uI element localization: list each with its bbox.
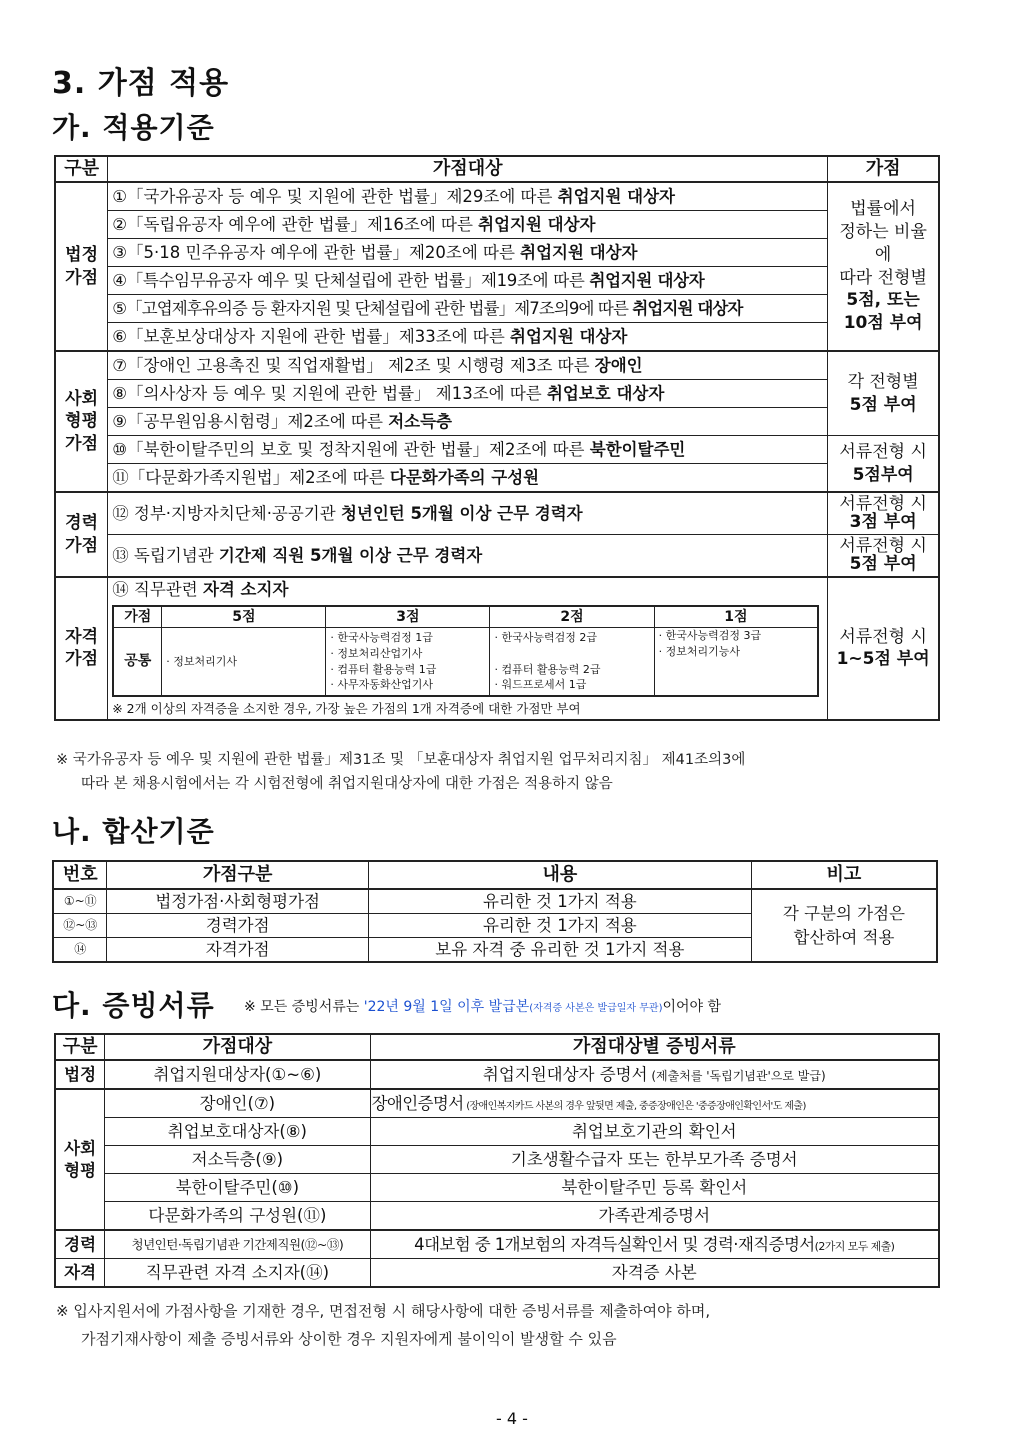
doc-target: 직무관련 자격 소지자(⑭) xyxy=(105,1259,370,1288)
doc-required: 기초생활수급자 또는 한부모가족 증명서 xyxy=(370,1146,939,1174)
points-career-a: 서류전형 시 3점 부여 xyxy=(828,492,939,535)
sub-header: 2점 xyxy=(490,606,654,628)
remark-cell: 각 구분의 가점은 합산하여 적용 xyxy=(751,889,937,962)
doc-required: 4대보험 중 1개보험의 자격득실확인서 및 경력·재직증명서(2가지 모두 제출) xyxy=(370,1230,939,1259)
documents-table xyxy=(54,1033,940,1288)
row-no: ⑭ xyxy=(53,938,107,963)
sub-cell-5: · 정보처리기사 xyxy=(162,628,326,696)
doc-required: 취업보호기관의 확인서 xyxy=(370,1118,939,1146)
criteria-item: ④「특수임무유공자 예우 및 단체설립에 관한 법률」제19조에 따른 취업지원 대상자 xyxy=(108,267,828,295)
sub-row-label: 공통 xyxy=(113,628,162,696)
row-no: ①~⑪ xyxy=(53,889,107,914)
criteria-item: ⑤「고엽제후유의증 등 환자지원 및 단체설립에 관한 법률」제7조의9에 따른 취업지원 대상자 xyxy=(108,295,828,323)
note-a xyxy=(56,748,745,796)
criteria-table xyxy=(54,155,940,721)
points-license: 서류전형 시 1~5점 부여 xyxy=(828,577,939,720)
note-c-line2: 가점기재사항이 제출 증빙서류와 상이한 경우 지원자에게 불이익이 발생할 수 있음 xyxy=(81,1330,617,1348)
license-sub-table xyxy=(112,605,819,697)
section-title: 3. 가점 적용 xyxy=(52,66,230,101)
criteria-item: ⑬ 독립기념관 기간제 직원 5개월 이상 근무 경력자 xyxy=(108,535,828,578)
doc-required: 자격증 사본 xyxy=(370,1259,939,1288)
summation-table xyxy=(52,860,938,963)
note-c xyxy=(56,1297,710,1353)
group-career: 경력 가점 xyxy=(55,492,108,577)
row-content: 유리한 것 1가지 적용 xyxy=(368,889,751,914)
sub-header: 가점 xyxy=(113,606,162,628)
docs-note-suffix: 이어야 함 xyxy=(662,999,722,1015)
criteria-item: ⑫ 정부·지방자치단체·공공기관 청년인턴 5개월 이상 근무 경력자 xyxy=(108,492,828,535)
doc-required: 북한이탈주민 등록 확인서 xyxy=(370,1174,939,1202)
doc-target: 취업지원대상자(①~⑥) xyxy=(105,1060,370,1089)
license-footnote: ※ 2개 이상의 자격증을 소지한 경우, 가장 높은 가점의 1개 자격증에 대한 가점만 부여 xyxy=(112,700,581,716)
docs-note-prefix: ※ 모든 증빙서류는 xyxy=(244,999,364,1015)
header-remark: 비고 xyxy=(751,861,937,889)
sub-cell-3: · 한국사능력검정 1급 · 정보처리산업기사 · 컴퓨터 활용능력 1급 · 사무자동화산업기사 xyxy=(326,628,490,696)
criteria-item: ⑧「의사상자 등 예우 및 지원에 관한 법률」 제13조에 따른 취업보호 대상자 xyxy=(108,380,828,408)
criteria-item: ①「국가유공자 등 예우 및 지원에 관한 법률」제29조에 따른 취업지원 대상자 xyxy=(108,182,828,211)
row-kind: 자격가점 xyxy=(107,938,368,963)
criteria-item: ③「5·18 민주유공자 예우에 관한 법률」제20조에 따른 취업지원 대상자 xyxy=(108,239,828,267)
group-social: 사회 형평 가점 xyxy=(55,351,108,492)
row-kind: 경력가점 xyxy=(107,914,368,938)
header-content: 내용 xyxy=(368,861,751,889)
criteria-item: ⑭ 직무관련 자격 소지자 xyxy=(112,580,289,599)
note-a-line2: 따라 본 채용시험에서는 각 시험전형에 취업지원대상자에 대한 가점은 적용하지 않음 xyxy=(81,776,613,792)
note-c-line1: ※ 입사지원서에 가점사항을 기재한 경우, 면접전형 시 해당사항에 대한 증빙서류를 제출하여야 하며, xyxy=(56,1302,711,1320)
doc-group: 자격 xyxy=(55,1259,105,1288)
points-social-a: 각 전형별 5점 부여 xyxy=(828,351,939,436)
doc-target: 북한이탈주민(⑩) xyxy=(105,1174,370,1202)
doc-target: 저소득층(⑨) xyxy=(105,1146,370,1174)
row-content: 유리한 것 1가지 적용 xyxy=(368,914,751,938)
row-kind: 법정가점·사회형평가점 xyxy=(107,889,368,914)
header-points: 가점 xyxy=(828,156,939,182)
header-category: 구분 xyxy=(55,156,108,182)
doc-group: 법정 xyxy=(55,1060,105,1089)
group-license: 자격 가점 xyxy=(55,577,108,720)
row-content: 보유 자격 중 유리한 것 1가지 적용 xyxy=(368,938,751,963)
header-kind: 가점구분 xyxy=(107,861,368,889)
header-no: 번호 xyxy=(53,861,107,889)
license-cell xyxy=(108,577,828,720)
subsection-b-title: 나. 합산기준 xyxy=(52,815,215,848)
criteria-item: ②「독립유공자 예우에 관한 법률」제16조에 따른 취업지원 대상자 xyxy=(108,211,828,239)
sub-cell-2: · 한국사능력검정 2급 · 컴퓨터 활용능력 2급 · 워드프로세서 1급 xyxy=(490,628,654,696)
sub-header: 3점 xyxy=(326,606,490,628)
criteria-item: ⑪「다문화가족지원법」제2조에 따른 다문화가족의 구성원 xyxy=(108,464,828,493)
doc-required: 가족관계증명서 xyxy=(370,1202,939,1231)
points-legal: 법률에서 정하는 비율에 따라 전형별 5점, 또는 10점 부여 xyxy=(828,182,939,351)
docs-validity-note xyxy=(244,996,721,1016)
sub-header: 5점 xyxy=(162,606,326,628)
criteria-item: ⑨「공무원임용시험령」제2조에 따른 저소득층 xyxy=(108,408,828,436)
criteria-item: ⑦「장애인 고용촉진 및 직업재활법」 제2조 및 시행령 제3조 따른 장애인 xyxy=(108,351,828,380)
sub-cell-1: · 한국사능력검정 3급 · 정보처리기능사 xyxy=(654,628,818,696)
docs-note-date: '22년 9월 1일 이후 발급본 xyxy=(363,999,530,1015)
doc-target: 취업보호대상자(⑧) xyxy=(105,1118,370,1146)
header-group: 구분 xyxy=(55,1034,105,1060)
row-no: ⑫~⑬ xyxy=(53,914,107,938)
header-docs: 가점대상별 증빙서류 xyxy=(370,1034,939,1060)
doc-target: 청년인턴·독립기념관 기간제직원(⑫~⑬) xyxy=(105,1230,370,1259)
doc-group: 사회 형평 xyxy=(55,1089,105,1230)
sub-header: 1점 xyxy=(654,606,818,628)
points-career-b: 서류전형 시 5점 부여 xyxy=(828,535,939,578)
group-legal: 법정 가점 xyxy=(55,182,108,351)
header-target: 가점대상 xyxy=(108,156,828,182)
header-target: 가점대상 xyxy=(105,1034,370,1060)
doc-target: 다문화가족의 구성원(⑪) xyxy=(105,1202,370,1231)
doc-group: 경력 xyxy=(55,1230,105,1259)
doc-target: 장애인(⑦) xyxy=(105,1089,370,1118)
subsection-c-title: 다. 증빙서류 xyxy=(52,989,215,1022)
docs-note-small: (자격증 사본은 발급일자 무관) xyxy=(529,1003,663,1014)
doc-required: 취업지원대상자 증명서 (제출처를 '독립기념관'으로 발급) xyxy=(370,1060,939,1089)
points-social-b: 서류전형 시 5점부여 xyxy=(828,436,939,493)
note-a-line1: ※ 국가유공자 등 예우 및 지원에 관한 법률」제31조 및 「보훈대상자 취업지원 업무처리지침」 제41조의3에 xyxy=(56,752,746,768)
doc-required: 장애인증명서 (장애인복지카드 사본의 경우 앞뒷면 제출, 중증장애인은 '중증장애인확인서'도 제출) xyxy=(370,1089,939,1118)
criteria-item: ⑥「보훈보상대상자 지원에 관한 법률」제33조에 따른 취업지원 대상자 xyxy=(108,323,828,352)
criteria-item: ⑩「북한이탈주민의 보호 및 정착지원에 관한 법률」제2조에 따른 북한이탈주민 xyxy=(108,436,828,464)
subsection-a-title: 가. 적용기준 xyxy=(52,111,215,144)
page-number: - 4 - xyxy=(496,1409,528,1428)
